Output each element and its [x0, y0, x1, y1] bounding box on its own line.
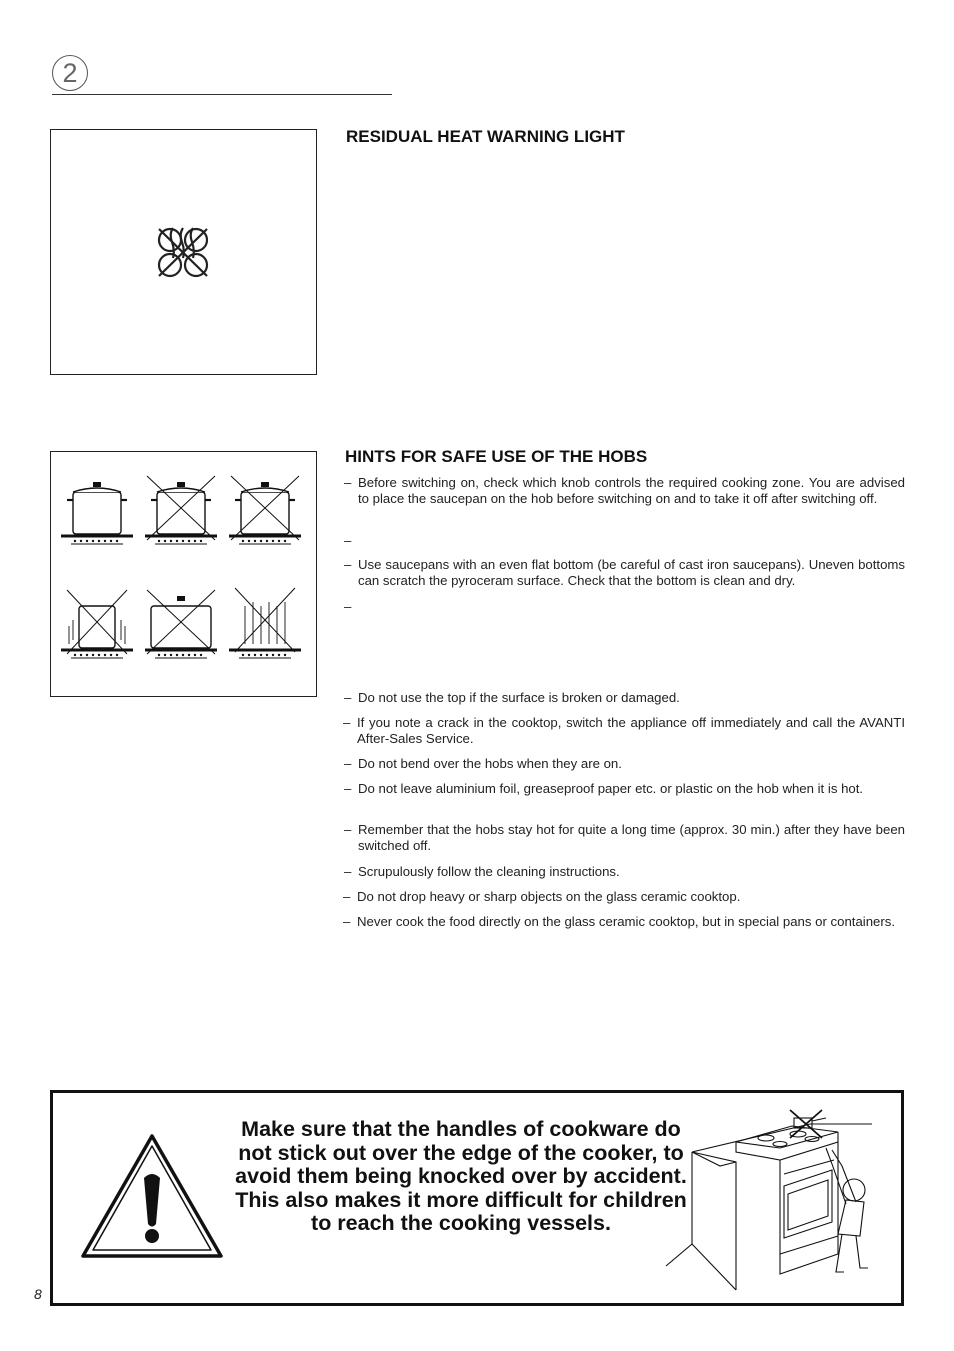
hints-heading: HINTS FOR SAFE USE OF THE HOBS [345, 447, 648, 466]
hob-wrong-empty [229, 588, 301, 658]
hint-bullet: – Do not bend over the hobs when they are on. [344, 756, 622, 771]
pan-wrong-curved [145, 476, 217, 544]
hint-bullet: – Remember that the hobs stay hot for quite a long time (approx. 30 min.) after they have been switched off. [344, 822, 905, 853]
pan-wrong-small [61, 590, 133, 658]
hint-bullet: – Use saucepans with an even flat bottom (be careful of cast iron saucepans). Uneven bottoms can scratch the pyroceram surface. Check that the bottom is clean and dry. [344, 557, 905, 588]
hint-bullet: – Before switching on, check which knob controls the required cooking zone. You are advised to place the saucepan on the hob before switching on and to take it off after switching off. [344, 475, 905, 506]
residual-heat-heading: RESIDUAL HEAT WARNING LIGHT [346, 127, 625, 146]
residual-heat-figure [50, 129, 317, 375]
hint-bullet: – If you note a crack in the cooktop, switch the appliance off immediately and call the AVANTI After-Sales Service. [343, 715, 905, 746]
chapter-number: 2 [62, 57, 78, 88]
hint-bullet: – Scrupulously follow the cleaning instructions. [344, 864, 620, 879]
hint-bullet: – Do not use the top if the surface is broken or damaged. [344, 690, 680, 705]
child-reaching-cooker-illustration [660, 1104, 896, 1300]
page-number: 8 [34, 1286, 42, 1302]
pan-wrong-uneven [229, 476, 301, 544]
hint-bullet: – Do not leave aluminium foil, greaseproof paper etc. or plastic on the hob when it is hot. [344, 781, 864, 796]
warning-text: Make sure that the handles of cookware do not stick out over the edge of the cooker, to avoid them being knocked over by accident. This also makes it more difficult for children to reach the cooking vessels. [235, 1117, 687, 1236]
saucepan-usage-figure [50, 451, 317, 697]
chapter-number-badge [52, 55, 88, 91]
saucepan-usage-diagram-icon [51, 452, 316, 696]
chapter-divider [52, 94, 392, 95]
warning-triangle-icon [80, 1132, 225, 1260]
hint-bullet: – Never cook the food directly on the glass ceramic cooktop, but in special pans or containers. [343, 914, 896, 929]
pan-correct [61, 482, 133, 544]
pan-wrong-large [145, 590, 217, 658]
residual-heat-symbol-icon [51, 130, 316, 374]
hint-bullet: – Do not drop heavy or sharp objects on the glass ceramic cooktop. [343, 889, 741, 904]
